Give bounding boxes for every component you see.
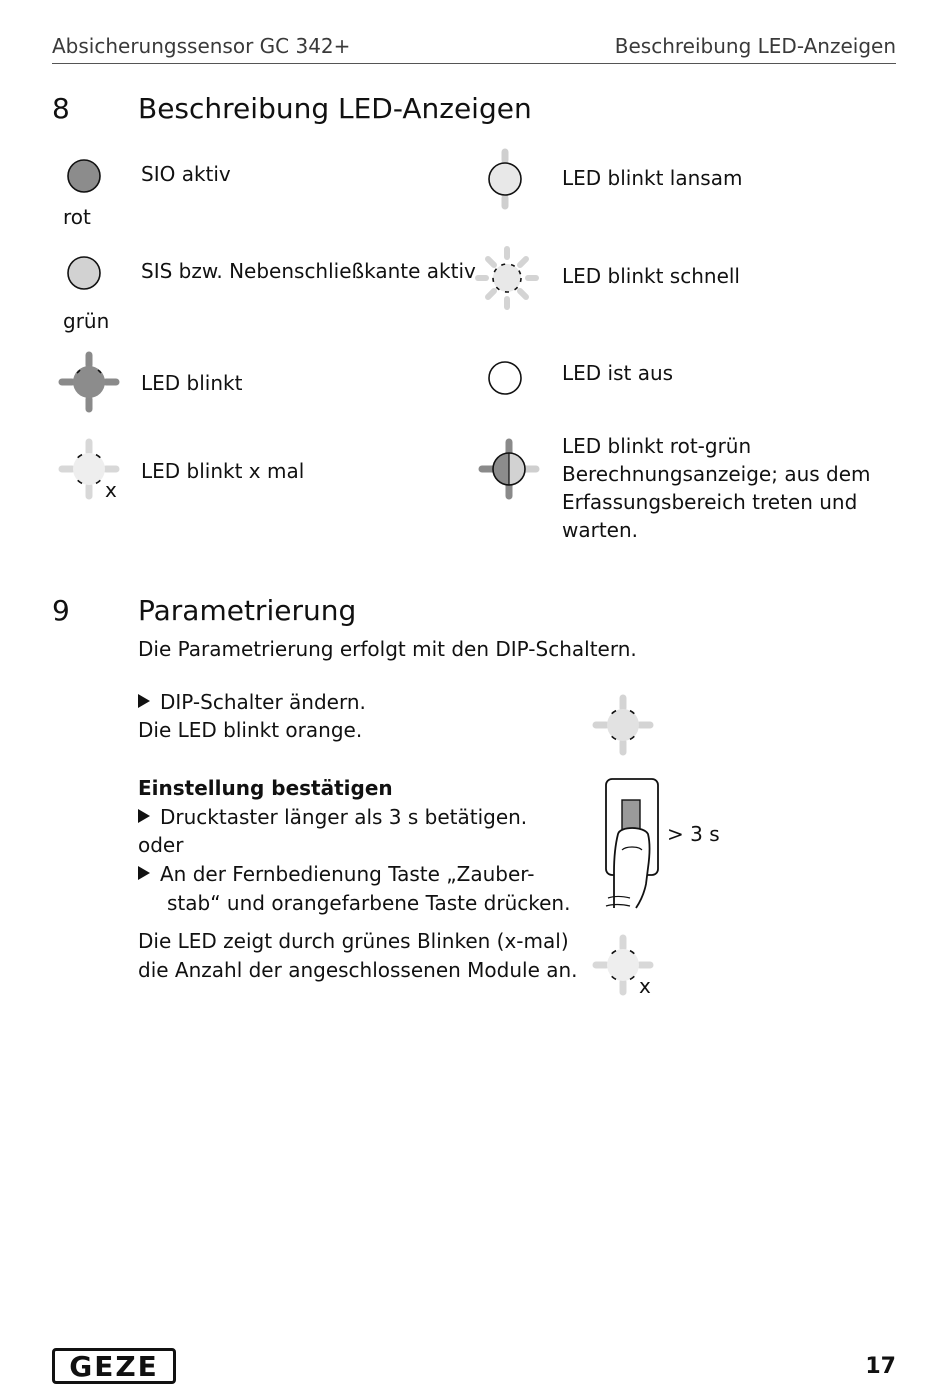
led-red-green-icon	[478, 438, 540, 500]
led-fast-blink-label: LED blinkt schnell	[562, 264, 740, 288]
led-red-icon	[64, 156, 104, 196]
confirm-step-button-text: Drucktaster länger als 3 s betätigen.	[160, 805, 528, 829]
led-blinking-icon	[58, 351, 120, 413]
led-blinking-orange-icon	[592, 694, 654, 756]
led-slow-blink-icon	[474, 148, 536, 210]
bullet-arrow-icon	[138, 866, 150, 880]
confirm-or: oder	[138, 833, 184, 857]
result-line-2: die Anzahl der angeschlossenen Module an.	[138, 958, 578, 982]
confirm-step-remote	[138, 860, 534, 888]
confirm-step-button	[138, 803, 527, 831]
led-fast-blink-icon	[474, 245, 540, 311]
running-header-section: Beschreibung LED-Anzeigen	[614, 34, 896, 58]
led-green-label: SIS bzw. Nebenschließkante aktiv	[141, 259, 476, 283]
section-9-intro: Die Parametrierung erfolgt mit den DIP-Schaltern.	[138, 637, 637, 661]
led-off-label: LED ist aus	[562, 361, 674, 385]
confirm-step-remote-line-2: stab“ und orangefarbene Taste drücken.	[167, 891, 571, 915]
led-red-green-description	[562, 432, 871, 544]
press-duration-label: > 3 s	[667, 822, 720, 846]
section-8-title: Beschreibung LED-Anzeigen	[138, 92, 532, 125]
step-change-dip-text: DIP-Schalter ändern.	[160, 690, 366, 714]
section-9-title: Parametrierung	[138, 594, 357, 627]
confirm-heading: Einstellung bestätigen	[138, 776, 393, 800]
finger-pressing-button-icon	[600, 776, 666, 912]
result-line-1: Die LED zeigt durch grünes Blinken (x-mal)	[138, 929, 569, 953]
bullet-arrow-icon	[138, 809, 150, 823]
page-number: 17	[865, 1354, 896, 1379]
bullet-arrow-icon	[138, 694, 150, 708]
led-slow-blink-label: LED blinkt lansam	[562, 166, 743, 190]
section-8-number: 8	[52, 92, 70, 125]
led-green-color: grün	[63, 309, 110, 333]
led-green-icon	[64, 253, 104, 293]
led-red-green-line-2: Berechnungsanzeige; aus dem	[562, 462, 871, 486]
led-off-icon	[486, 359, 524, 397]
section-9-number: 9	[52, 594, 70, 627]
led-blinking-label: LED blinkt	[141, 371, 243, 395]
geze-logo-text: GEZE	[69, 1349, 159, 1383]
geze-logo	[52, 1348, 176, 1384]
led-red-color: rot	[63, 205, 91, 229]
confirm-step-remote-line-1: An der Fernbedienung Taste „Zauber-	[160, 862, 535, 886]
running-header-title: Absicherungssensor GC 342+	[52, 34, 351, 58]
led-red-green-line-1: LED blinkt rot-grün	[562, 434, 752, 458]
led-blink-x-times-label: LED blinkt x mal	[141, 459, 305, 483]
led-red-green-line-3: Erfassungsbereich treten und	[562, 490, 858, 514]
led-red-label: SIO aktiv	[141, 162, 231, 186]
led-red-green-line-4: warten.	[562, 518, 639, 542]
step-change-dip	[138, 688, 366, 716]
module-count-mark: x	[639, 974, 651, 998]
header-rule	[52, 63, 896, 64]
blink-count-mark: x	[105, 478, 117, 502]
step-change-dip-result: Die LED blinkt orange.	[138, 718, 363, 742]
